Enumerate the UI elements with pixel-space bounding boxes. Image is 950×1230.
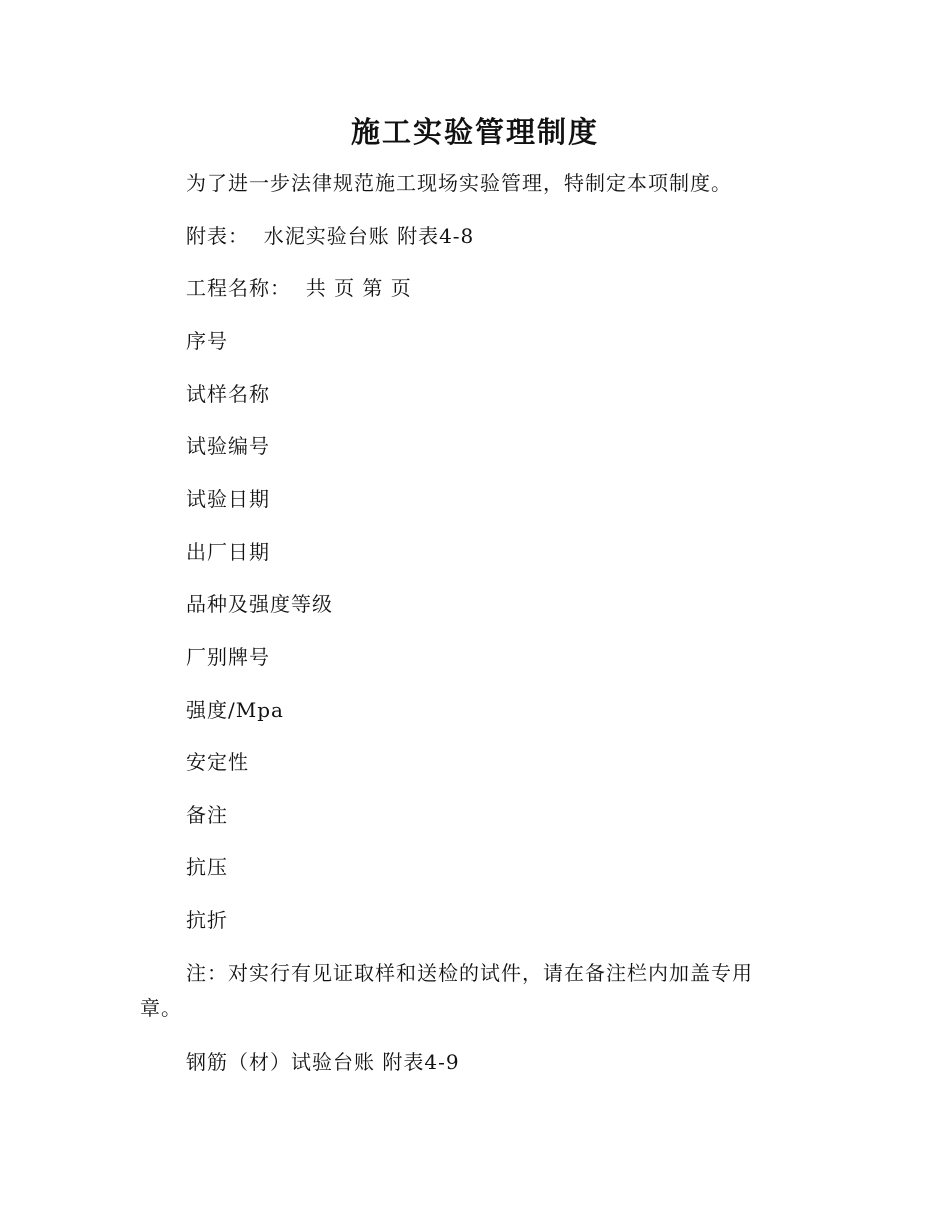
field-factory-date: 出厂日期 — [186, 540, 270, 564]
field-sample-name: 试样名称 — [186, 382, 270, 406]
field-stability: 安定性 — [186, 750, 249, 774]
field-remarks: 备注 — [186, 803, 228, 827]
intro-paragraph: 为了进一步法律规范施工现场实验管理，特制定本项制度。 — [186, 171, 732, 195]
field-test-date: 试验日期 — [186, 487, 270, 511]
field-serial-number: 序号 — [186, 329, 228, 353]
document-title: 施工实验管理制度 — [350, 115, 599, 149]
table2-caption: 钢筋（材）试验台账 附表4-9 — [186, 1050, 460, 1074]
table1-caption: 附表： 水泥实验台账 附表4-8 — [186, 224, 475, 248]
field-variety-grade: 品种及强度等级 — [186, 592, 333, 616]
project-line: 工程名称： 共 页 第 页 — [186, 276, 412, 300]
field-flexure: 抗折 — [186, 908, 228, 932]
field-test-number: 试验编号 — [186, 434, 270, 458]
field-strength: 强度/Mpa — [186, 698, 284, 722]
field-factory-brand: 厂别牌号 — [186, 645, 270, 669]
note-paragraph: 注：对实行有见证取样和送检的试件，请在备注栏内加盖专用章。 — [140, 961, 753, 1020]
field-compression: 抗压 — [186, 855, 228, 879]
